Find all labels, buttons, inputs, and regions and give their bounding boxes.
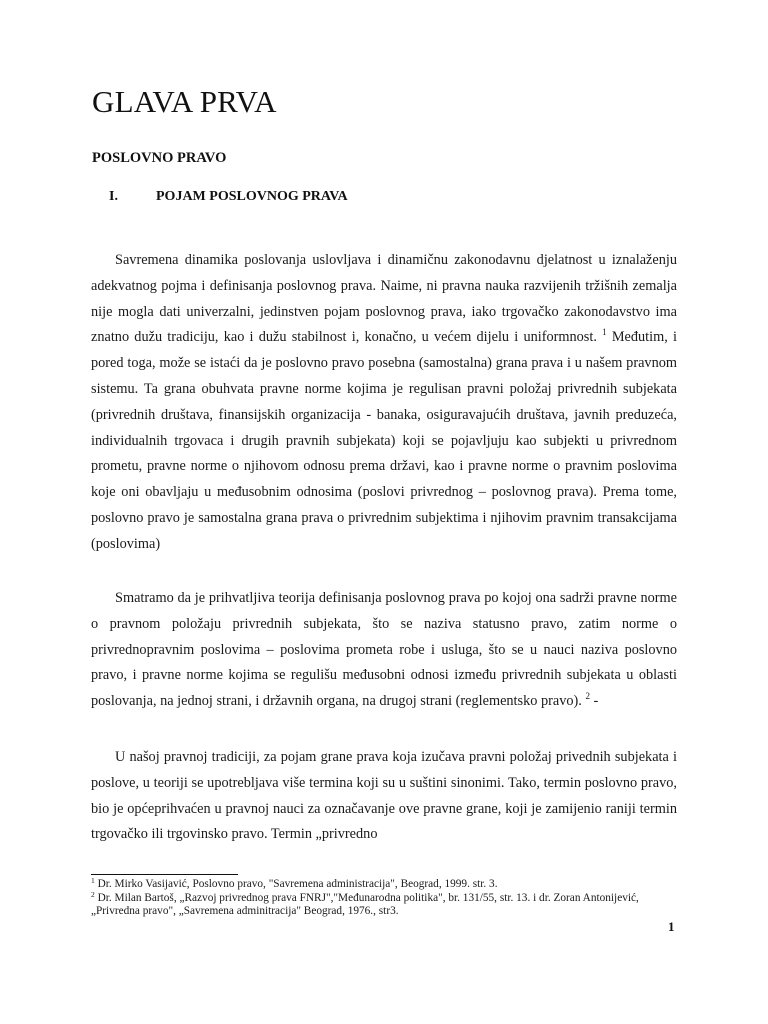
footnote-text: Dr. Milan Bartoš, „Razvoj privrednog prava FNRJ","Međunarodna politika", br. 131/55, str. 13. i dr. Zoran Antonijević, „Privredna pravo", „Savremena adminitracija" Beograd, 1976., str3. <box>91 891 639 918</box>
body-paragraph <box>91 586 677 715</box>
footnote-mark: 2 <box>91 889 95 899</box>
paragraph-text: Međutim, i pored toga, može se istaći da je poslovno pravo posebna (samostalna) grana prava i u našem pravnom sistemu. Ta grana obuhvata pravne norme kojima je regulisan pravni položaj privrednih subjekata (privrednih društava, finansijskih organizacija - banaka, osiguravajućih društava, javnih preduzeća, individualnih trgovaca i drugih pravnih subjekata) koji se pojavljuju kao subjekti u privrednom prometu, pravne norme o njihovom odnosu prema državi, kao i pravne norme o pravnim poslovima koje oni obavljaju u međusobnim odnosima (poslovi privrednog – poslovnog prava). Prema tome, poslovno pravo je samostalna grana prava o privrednim subjektima i njihovim pravnim transakcijama (poslovima) <box>91 329 677 552</box>
footnote-reference[interactable]: 1 <box>602 327 607 338</box>
paragraph-text: Savremena dinamika poslovanja uslovljava i dinamičnu zakonodavnu djelatnost u iznalaženju adekvatnog pojma i definisanja poslovnog prava. Naime, ni pravna nauka razvijenih tržišnih zemalja nije mogla dati univerzalni, jedinstven pojam poslovnog prava, iako trgovačko zakonodavstvo ima znatno dužu tradiciju, kao i dužu stabilnost i, konačno, u većem dijelu i uniformnost. <box>91 252 677 346</box>
footnotes <box>91 878 681 919</box>
chapter-title: GLAVA PRVA <box>92 84 277 119</box>
paragraph-text: U našoj pravnoj tradiciji, za pojam grane prava koja izučava pravni položaj privednih subjekata i poslove, u teoriji se upotrebljava više termina koji su u suštini sinonimi. Tako, termin poslovno pravo, bio je općeprihvaćen u pravnoj nauci za označavanje ove pravne grane, koji je zamijenio raniji termin trgovačko ili trgovinsko pravo. Termin „privredno <box>91 749 677 843</box>
subsection-title: POJAM POSLOVNOG PRAVA <box>156 189 348 204</box>
footnote <box>91 878 681 892</box>
subsection-number: I. <box>109 189 118 204</box>
footnote <box>91 889 681 919</box>
body-paragraph <box>91 248 677 558</box>
footnote-text: Dr. Mirko Vasijavić, Poslovno pravo, "Savremena administracija", Beograd, 1999. str. 3. <box>94 878 498 890</box>
paragraph-text: Smatramo da je prihvatljiva teorija definisanja poslovnog prava po kojoj ona sadrži pravne norme o pravnom položaju privrednih subjekata, što se naziva statusno pravo, zatim norme o privrednopravnim poslovima – poslovima prometa robe i usluga, što se u nauci naziva poslovno pravo, i pravne norme kojima se regulišu međusobni odnosi između privrednih subjekata u oblasti poslovanja, na jednoj strani, i državnih organa, na drugoj strani (reglementsko pravo). <box>91 590 677 710</box>
footnote-reference[interactable]: 2 <box>585 691 590 702</box>
footnote-separator <box>91 874 238 875</box>
body-paragraph <box>91 745 677 848</box>
paragraph-text: - <box>589 693 599 710</box>
section-title: POSLOVNO PRAVO <box>92 150 227 166</box>
footnote-mark: 1 <box>91 876 95 885</box>
page-number: 1 <box>668 919 675 934</box>
